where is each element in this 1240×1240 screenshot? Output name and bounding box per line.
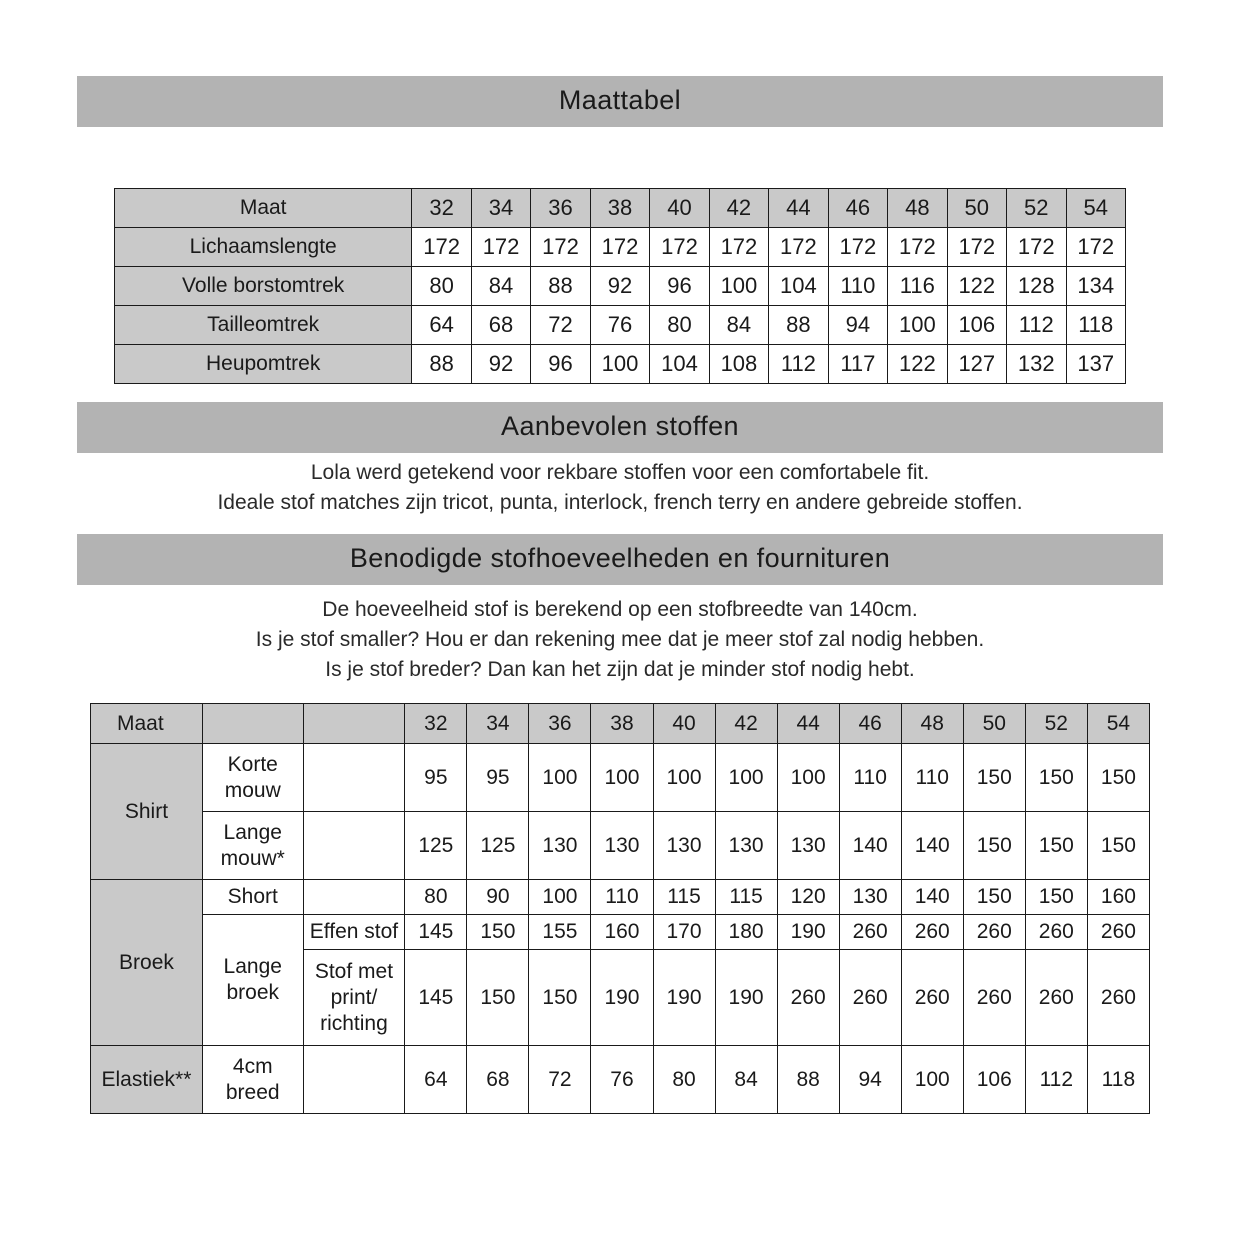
cell: 112 — [1007, 306, 1066, 345]
size-header-44: 44 — [769, 189, 828, 228]
cell: 172 — [412, 228, 471, 267]
cell: 140 — [901, 812, 963, 880]
table-row-header — [115, 189, 1126, 228]
cell: 100 — [590, 345, 649, 384]
table-row — [91, 744, 1150, 812]
fabric-variant-lange-broek: Lange broek — [202, 915, 303, 1046]
fabric-group-elastiek: Elastiek** — [91, 1046, 203, 1114]
cell: 130 — [591, 812, 653, 880]
size-header-32: 32 — [412, 189, 471, 228]
cell: 145 — [405, 915, 467, 950]
cell: 150 — [529, 950, 591, 1046]
table-row — [115, 267, 1126, 306]
cell: 84 — [709, 306, 768, 345]
cell: 172 — [709, 228, 768, 267]
cell: 64 — [405, 1046, 467, 1114]
cell: 134 — [1066, 267, 1126, 306]
cell: 150 — [467, 950, 529, 1046]
requirements-line-3: Is je stof breder? Dan kan het zijn dat je minder stof nodig hebt. — [325, 658, 915, 681]
size-row-label: Volle borstomtrek — [115, 267, 412, 306]
cell: 130 — [715, 812, 777, 880]
size-row-label: Tailleomtrek — [115, 306, 412, 345]
fabric-variant-short: Short — [202, 880, 303, 915]
fabric-detail-empty — [303, 880, 405, 915]
cell: 92 — [471, 345, 530, 384]
cell: 122 — [947, 267, 1006, 306]
size-header-54: 54 — [1066, 189, 1126, 228]
cell: 96 — [650, 267, 709, 306]
cell: 100 — [529, 744, 591, 812]
cell: 72 — [529, 1046, 591, 1114]
cell: 150 — [467, 915, 529, 950]
fabric-header-spacer-1 — [202, 704, 303, 744]
size-header-52: 52 — [1007, 189, 1066, 228]
cell: 80 — [405, 880, 467, 915]
cell: 106 — [963, 1046, 1025, 1114]
cell: 128 — [1007, 267, 1066, 306]
table-row — [91, 812, 1150, 880]
fabrics-line-1: Lola werd getekend voor rekbare stoffen voor een comfortabele fit. — [310, 461, 930, 484]
cell: 112 — [769, 345, 828, 384]
cell: 88 — [412, 345, 471, 384]
cell: 190 — [777, 915, 839, 950]
cell: 100 — [888, 306, 947, 345]
cell: 80 — [412, 267, 471, 306]
cell: 117 — [828, 345, 887, 384]
fabric-detail-stof-met-print: Stof met print/ richting — [303, 950, 405, 1046]
cell: 260 — [901, 915, 963, 950]
table-row — [115, 228, 1126, 267]
cell: 172 — [1007, 228, 1066, 267]
cell: 130 — [839, 880, 901, 915]
table-row — [115, 345, 1126, 384]
cell: 170 — [653, 915, 715, 950]
table-row — [91, 1046, 1150, 1114]
cell: 94 — [839, 1046, 901, 1114]
cell: 172 — [1066, 228, 1126, 267]
cell: 100 — [901, 1046, 963, 1114]
cell: 68 — [471, 306, 530, 345]
cell: 84 — [471, 267, 530, 306]
fabric-variant-korte-mouw: Korte mouw — [202, 744, 303, 812]
cell: 190 — [591, 950, 653, 1046]
cell: 88 — [769, 306, 828, 345]
cell: 160 — [591, 915, 653, 950]
size-table-header-label: Maat — [115, 189, 412, 228]
fabric-size-header-52: 52 — [1025, 704, 1087, 744]
cell: 88 — [777, 1046, 839, 1114]
cell: 140 — [839, 812, 901, 880]
cell: 260 — [963, 915, 1025, 950]
cell: 150 — [963, 812, 1025, 880]
cell: 118 — [1066, 306, 1126, 345]
fabric-size-header-48: 48 — [901, 704, 963, 744]
requirements-line-1: De hoeveelheid stof is berekend op een stofbreedte van 140cm. — [322, 598, 918, 621]
cell: 172 — [531, 228, 590, 267]
cell: 260 — [1087, 950, 1149, 1046]
cell: 84 — [715, 1046, 777, 1114]
cell: 122 — [888, 345, 947, 384]
cell: 132 — [1007, 345, 1066, 384]
fabrics-line-2: Ideale stof matches zijn tricot, punta, interlock, french terry en andere gebreide stoffen. — [217, 491, 1023, 514]
cell: 100 — [591, 744, 653, 812]
fabric-detail-empty — [303, 1046, 405, 1114]
cell: 160 — [1087, 880, 1149, 915]
cell: 76 — [590, 306, 649, 345]
cell: 172 — [650, 228, 709, 267]
size-header-42: 42 — [709, 189, 768, 228]
fabric-detail-effen-stof: Effen stof — [303, 915, 405, 950]
fabric-header-spacer-2 — [303, 704, 405, 744]
cell: 172 — [769, 228, 828, 267]
cell: 130 — [777, 812, 839, 880]
table-row-header — [91, 704, 1150, 744]
cell: 130 — [529, 812, 591, 880]
cell: 260 — [839, 915, 901, 950]
cell: 92 — [590, 267, 649, 306]
cell: 116 — [888, 267, 947, 306]
cell: 150 — [1025, 744, 1087, 812]
cell: 260 — [1025, 950, 1087, 1046]
cell: 172 — [888, 228, 947, 267]
size-header-38: 38 — [590, 189, 649, 228]
size-header-34: 34 — [471, 189, 530, 228]
cell: 80 — [650, 306, 709, 345]
cell: 145 — [405, 950, 467, 1046]
fabric-size-header-42: 42 — [715, 704, 777, 744]
cell: 172 — [590, 228, 649, 267]
cell: 112 — [1025, 1046, 1087, 1114]
cell: 260 — [839, 950, 901, 1046]
fabric-variant-lange-mouw: Lange mouw* — [202, 812, 303, 880]
cell: 104 — [650, 345, 709, 384]
cell: 150 — [1025, 880, 1087, 915]
fabric-detail-empty — [303, 744, 405, 812]
cell: 150 — [1087, 812, 1149, 880]
cell: 150 — [963, 744, 1025, 812]
cell: 127 — [947, 345, 1006, 384]
fabric-detail-empty — [303, 812, 405, 880]
cell: 76 — [591, 1046, 653, 1114]
cell: 110 — [901, 744, 963, 812]
cell: 88 — [531, 267, 590, 306]
table-row — [115, 306, 1126, 345]
requirements-line-2: Is je stof smaller? Hou er dan rekening mee dat je meer stof zal nodig hebben. — [255, 628, 985, 651]
fabric-size-header-54: 54 — [1087, 704, 1149, 744]
fabric-size-header-40: 40 — [653, 704, 715, 744]
cell: 260 — [777, 950, 839, 1046]
cell: 260 — [1087, 915, 1149, 950]
fabric-table-header-label: Maat — [91, 704, 203, 744]
cell: 172 — [947, 228, 1006, 267]
cell: 260 — [901, 950, 963, 1046]
table-row — [91, 915, 1150, 950]
cell: 90 — [467, 880, 529, 915]
fabric-size-header-46: 46 — [839, 704, 901, 744]
fabric-size-header-34: 34 — [467, 704, 529, 744]
cell: 95 — [467, 744, 529, 812]
fabric-group-shirt: Shirt — [91, 744, 203, 880]
fabric-variant-4cm-breed: 4cm breed — [202, 1046, 303, 1114]
fabric-size-header-38: 38 — [591, 704, 653, 744]
cell: 68 — [467, 1046, 529, 1114]
size-header-46: 46 — [828, 189, 887, 228]
cell: 100 — [709, 267, 768, 306]
size-row-label: Heupomtrek — [115, 345, 412, 384]
size-row-label: Lichaamslengte — [115, 228, 412, 267]
cell: 100 — [715, 744, 777, 812]
cell: 190 — [715, 950, 777, 1046]
cell: 118 — [1087, 1046, 1149, 1114]
section-banner-fabrics: Aanbevolen stoffen — [77, 402, 1163, 453]
cell: 150 — [1025, 812, 1087, 880]
cell: 110 — [839, 744, 901, 812]
fabric-size-header-36: 36 — [529, 704, 591, 744]
cell: 64 — [412, 306, 471, 345]
requirements-paragraph — [77, 595, 1163, 685]
cell: 100 — [777, 744, 839, 812]
size-header-50: 50 — [947, 189, 1006, 228]
cell: 130 — [653, 812, 715, 880]
size-header-48: 48 — [888, 189, 947, 228]
table-row — [91, 880, 1150, 915]
section-banner-requirements: Benodigde stofhoeveelheden en fournituren — [77, 534, 1163, 585]
cell: 94 — [828, 306, 887, 345]
cell: 260 — [1025, 915, 1087, 950]
cell: 115 — [653, 880, 715, 915]
cell: 120 — [777, 880, 839, 915]
cell: 150 — [1087, 744, 1149, 812]
fabric-group-broek: Broek — [91, 880, 203, 1046]
cell: 140 — [901, 880, 963, 915]
size-header-40: 40 — [650, 189, 709, 228]
cell: 155 — [529, 915, 591, 950]
cell: 172 — [471, 228, 530, 267]
cell: 260 — [963, 950, 1025, 1046]
cell: 125 — [467, 812, 529, 880]
fabrics-paragraph — [77, 458, 1163, 518]
cell: 72 — [531, 306, 590, 345]
cell: 125 — [405, 812, 467, 880]
cell: 100 — [529, 880, 591, 915]
fabric-size-header-32: 32 — [405, 704, 467, 744]
cell: 180 — [715, 915, 777, 950]
cell: 108 — [709, 345, 768, 384]
cell: 110 — [591, 880, 653, 915]
cell: 100 — [653, 744, 715, 812]
size-chart-table — [114, 188, 1126, 384]
cell: 190 — [653, 950, 715, 1046]
section-banner-size-chart: Maattabel — [77, 76, 1163, 127]
cell: 115 — [715, 880, 777, 915]
cell: 80 — [653, 1046, 715, 1114]
fabric-size-header-44: 44 — [777, 704, 839, 744]
cell: 172 — [828, 228, 887, 267]
cell: 106 — [947, 306, 1006, 345]
fabric-size-header-50: 50 — [963, 704, 1025, 744]
size-header-36: 36 — [531, 189, 590, 228]
fabric-requirements-table — [90, 703, 1150, 1114]
cell: 95 — [405, 744, 467, 812]
cell: 137 — [1066, 345, 1126, 384]
cell: 104 — [769, 267, 828, 306]
cell: 110 — [828, 267, 887, 306]
cell: 150 — [963, 880, 1025, 915]
cell: 96 — [531, 345, 590, 384]
